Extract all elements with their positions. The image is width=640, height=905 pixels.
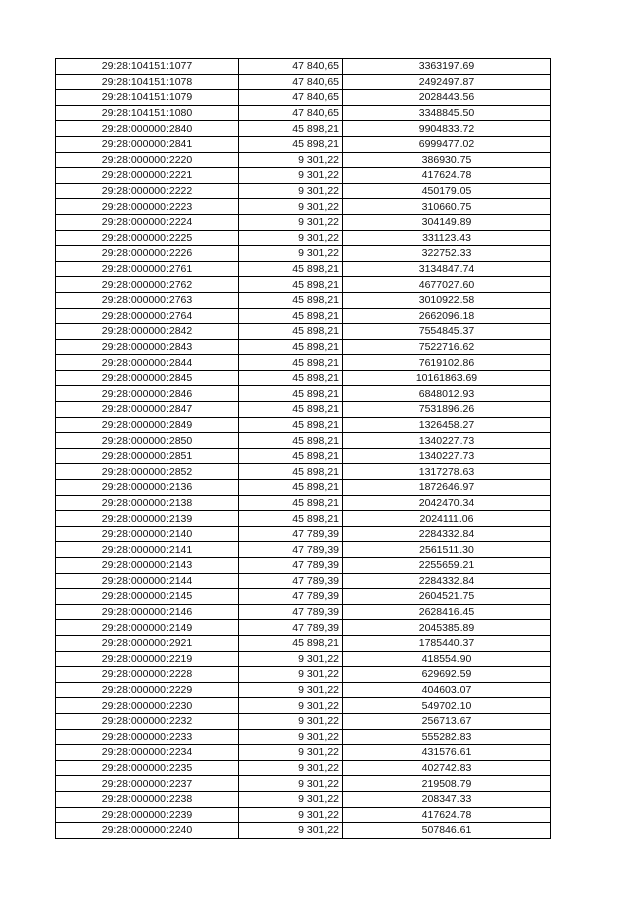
amount-cell: 450179.05 — [343, 183, 551, 199]
value-cell: 45 898,21 — [239, 417, 343, 433]
value-cell: 9 301,22 — [239, 199, 343, 215]
amount-cell: 2024111.06 — [343, 511, 551, 527]
amount-cell: 2662096.18 — [343, 308, 551, 324]
value-cell: 45 898,21 — [239, 355, 343, 371]
amount-cell: 549702.10 — [343, 698, 551, 714]
value-cell: 9 301,22 — [239, 823, 343, 839]
amount-cell: 3348845.50 — [343, 105, 551, 121]
value-cell: 45 898,21 — [239, 277, 343, 293]
table-row — [56, 448, 551, 464]
table-row — [56, 370, 551, 386]
value-cell: 45 898,21 — [239, 136, 343, 152]
value-cell: 9 301,22 — [239, 168, 343, 184]
cadastral-number-cell: 29:28:000000:2141 — [56, 542, 239, 558]
table-row — [56, 386, 551, 402]
amount-cell: 417624.78 — [343, 807, 551, 823]
amount-cell: 2045385.89 — [343, 620, 551, 636]
cadastral-number-cell: 29:28:000000:2136 — [56, 480, 239, 496]
cadastral-number-cell: 29:28:000000:2240 — [56, 823, 239, 839]
cadastral-number-cell: 29:28:000000:2224 — [56, 214, 239, 230]
value-cell: 47 789,39 — [239, 526, 343, 542]
table-row — [56, 823, 551, 839]
value-cell: 47 789,39 — [239, 589, 343, 605]
value-cell: 9 301,22 — [239, 667, 343, 683]
value-cell: 47 789,39 — [239, 542, 343, 558]
table-row — [56, 433, 551, 449]
amount-cell: 304149.89 — [343, 214, 551, 230]
cadastral-number-cell: 29:28:000000:2845 — [56, 370, 239, 386]
amount-cell: 6848012.93 — [343, 386, 551, 402]
amount-cell: 1317278.63 — [343, 464, 551, 480]
table-row — [56, 74, 551, 90]
amount-cell: 2284332.84 — [343, 573, 551, 589]
amount-cell: 1340227.73 — [343, 448, 551, 464]
amount-cell: 1326458.27 — [343, 417, 551, 433]
cadastral-number-cell: 29:28:000000:2921 — [56, 635, 239, 651]
cadastral-number-cell: 29:28:000000:2219 — [56, 651, 239, 667]
table-row — [56, 183, 551, 199]
cadastral-number-cell: 29:28:000000:2842 — [56, 324, 239, 340]
table-row — [56, 480, 551, 496]
value-cell: 45 898,21 — [239, 308, 343, 324]
amount-cell: 418554.90 — [343, 651, 551, 667]
amount-cell: 507846.61 — [343, 823, 551, 839]
value-cell: 45 898,21 — [239, 448, 343, 464]
cadastral-number-cell: 29:28:000000:2846 — [56, 386, 239, 402]
value-cell: 45 898,21 — [239, 386, 343, 402]
value-cell: 45 898,21 — [239, 339, 343, 355]
value-cell: 47 789,39 — [239, 620, 343, 636]
cadastral-number-cell: 29:28:000000:2226 — [56, 246, 239, 262]
table-row — [56, 214, 551, 230]
value-cell: 9 301,22 — [239, 791, 343, 807]
cadastral-number-cell: 29:28:000000:2235 — [56, 760, 239, 776]
value-cell: 45 898,21 — [239, 261, 343, 277]
cadastral-number-cell: 29:28:000000:2763 — [56, 292, 239, 308]
amount-cell: 2561511.30 — [343, 542, 551, 558]
amount-cell: 219508.79 — [343, 776, 551, 792]
value-cell: 9 301,22 — [239, 760, 343, 776]
table-row — [56, 355, 551, 371]
amount-cell: 7531896.26 — [343, 402, 551, 418]
table-row — [56, 511, 551, 527]
table-row — [56, 136, 551, 152]
value-cell: 9 301,22 — [239, 713, 343, 729]
table-row — [56, 121, 551, 137]
table-row — [56, 152, 551, 168]
amount-cell: 3010922.58 — [343, 292, 551, 308]
cadastral-number-cell: 29:28:000000:2225 — [56, 230, 239, 246]
value-cell: 47 840,65 — [239, 90, 343, 106]
table-row — [56, 791, 551, 807]
value-cell: 47 789,39 — [239, 573, 343, 589]
amount-cell: 2492497.87 — [343, 74, 551, 90]
cadastral-number-cell: 29:28:000000:2146 — [56, 604, 239, 620]
cadastral-number-cell: 29:28:000000:2844 — [56, 355, 239, 371]
cadastral-number-cell: 29:28:000000:2233 — [56, 729, 239, 745]
amount-cell: 331123.43 — [343, 230, 551, 246]
cadastral-number-cell: 29:28:000000:2762 — [56, 277, 239, 293]
amount-cell: 7522716.62 — [343, 339, 551, 355]
cadastral-number-cell: 29:28:000000:2764 — [56, 308, 239, 324]
table-row — [56, 246, 551, 262]
value-cell: 45 898,21 — [239, 480, 343, 496]
value-cell: 9 301,22 — [239, 214, 343, 230]
amount-cell: 9904833.72 — [343, 121, 551, 137]
amount-cell: 256713.67 — [343, 713, 551, 729]
table-row — [56, 526, 551, 542]
table-row — [56, 417, 551, 433]
table-row — [56, 90, 551, 106]
amount-cell: 4677027.60 — [343, 277, 551, 293]
table-row — [56, 682, 551, 698]
table-row — [56, 105, 551, 121]
cadastral-number-cell: 29:28:000000:2144 — [56, 573, 239, 589]
amount-cell: 6999477.02 — [343, 136, 551, 152]
cadastral-number-cell: 29:28:000000:2851 — [56, 448, 239, 464]
amount-cell: 2604521.75 — [343, 589, 551, 605]
table-row — [56, 573, 551, 589]
value-cell: 45 898,21 — [239, 370, 343, 386]
amount-cell: 417624.78 — [343, 168, 551, 184]
cadastral-number-cell: 29:28:000000:2237 — [56, 776, 239, 792]
amount-cell: 2042470.34 — [343, 495, 551, 511]
value-cell: 45 898,21 — [239, 402, 343, 418]
cadastral-number-cell: 29:28:000000:2223 — [56, 199, 239, 215]
cadastral-number-cell: 29:28:000000:2139 — [56, 511, 239, 527]
amount-cell: 555282.83 — [343, 729, 551, 745]
amount-cell: 10161863.69 — [343, 370, 551, 386]
value-cell: 9 301,22 — [239, 776, 343, 792]
cadastral-number-cell: 29:28:000000:2847 — [56, 402, 239, 418]
amount-cell: 310660.75 — [343, 199, 551, 215]
value-cell: 45 898,21 — [239, 121, 343, 137]
table-row — [56, 635, 551, 651]
cadastral-number-cell: 29:28:000000:2239 — [56, 807, 239, 823]
table-row — [56, 168, 551, 184]
cadastral-number-cell: 29:28:000000:2234 — [56, 745, 239, 761]
value-cell: 9 301,22 — [239, 651, 343, 667]
value-cell: 45 898,21 — [239, 635, 343, 651]
value-cell: 45 898,21 — [239, 511, 343, 527]
cadastral-number-cell: 29:28:000000:2849 — [56, 417, 239, 433]
amount-cell: 1340227.73 — [343, 433, 551, 449]
table-row — [56, 667, 551, 683]
cadastral-number-cell: 29:28:000000:2221 — [56, 168, 239, 184]
table-row — [56, 698, 551, 714]
table-row — [56, 324, 551, 340]
cadastral-number-cell: 29:28:104151:1080 — [56, 105, 239, 121]
cadastral-number-cell: 29:28:104151:1077 — [56, 59, 239, 75]
value-cell: 9 301,22 — [239, 230, 343, 246]
table-row — [56, 729, 551, 745]
table-row — [56, 558, 551, 574]
table-row — [56, 604, 551, 620]
cadastral-value-table — [55, 58, 551, 839]
amount-cell: 322752.33 — [343, 246, 551, 262]
value-cell: 45 898,21 — [239, 433, 343, 449]
value-cell: 45 898,21 — [239, 292, 343, 308]
cadastral-number-cell: 29:28:000000:2149 — [56, 620, 239, 636]
cadastral-number-cell: 29:28:000000:2761 — [56, 261, 239, 277]
table-row — [56, 807, 551, 823]
table-row — [56, 620, 551, 636]
value-cell: 47 789,39 — [239, 604, 343, 620]
value-cell: 47 840,65 — [239, 105, 343, 121]
cadastral-number-cell: 29:28:000000:2230 — [56, 698, 239, 714]
amount-cell: 208347.33 — [343, 791, 551, 807]
cadastral-number-cell: 29:28:000000:2143 — [56, 558, 239, 574]
cadastral-number-cell: 29:28:000000:2222 — [56, 183, 239, 199]
amount-cell: 7619102.86 — [343, 355, 551, 371]
table-row — [56, 339, 551, 355]
table-body — [56, 59, 551, 839]
amount-cell: 2255659.21 — [343, 558, 551, 574]
amount-cell: 7554845.37 — [343, 324, 551, 340]
amount-cell: 3134847.74 — [343, 261, 551, 277]
cadastral-number-cell: 29:28:000000:2841 — [56, 136, 239, 152]
cadastral-number-cell: 29:28:000000:2840 — [56, 121, 239, 137]
cadastral-number-cell: 29:28:104151:1079 — [56, 90, 239, 106]
value-cell: 9 301,22 — [239, 682, 343, 698]
table-row — [56, 589, 551, 605]
cadastral-number-cell: 29:28:000000:2145 — [56, 589, 239, 605]
amount-cell: 629692.59 — [343, 667, 551, 683]
value-cell: 9 301,22 — [239, 698, 343, 714]
table-row — [56, 495, 551, 511]
cadastral-number-cell: 29:28:000000:2140 — [56, 526, 239, 542]
table-row — [56, 402, 551, 418]
cadastral-number-cell: 29:28:000000:2852 — [56, 464, 239, 480]
value-cell: 45 898,21 — [239, 324, 343, 340]
value-cell: 47 789,39 — [239, 558, 343, 574]
value-cell: 9 301,22 — [239, 729, 343, 745]
cadastral-number-cell: 29:28:000000:2138 — [56, 495, 239, 511]
value-cell: 45 898,21 — [239, 495, 343, 511]
table-row — [56, 760, 551, 776]
table-row — [56, 745, 551, 761]
amount-cell: 386930.75 — [343, 152, 551, 168]
table-row — [56, 651, 551, 667]
amount-cell: 3363197.69 — [343, 59, 551, 75]
table-row — [56, 230, 551, 246]
amount-cell: 2628416.45 — [343, 604, 551, 620]
amount-cell: 1872646.97 — [343, 480, 551, 496]
amount-cell: 2284332.84 — [343, 526, 551, 542]
amount-cell: 1785440.37 — [343, 635, 551, 651]
cadastral-number-cell: 29:28:000000:2850 — [56, 433, 239, 449]
value-cell: 47 840,65 — [239, 59, 343, 75]
value-cell: 9 301,22 — [239, 183, 343, 199]
cadastral-number-cell: 29:28:000000:2228 — [56, 667, 239, 683]
value-cell: 9 301,22 — [239, 745, 343, 761]
value-cell: 9 301,22 — [239, 807, 343, 823]
cadastral-number-cell: 29:28:000000:2238 — [56, 791, 239, 807]
cadastral-number-cell: 29:28:000000:2220 — [56, 152, 239, 168]
value-cell: 9 301,22 — [239, 152, 343, 168]
cadastral-number-cell: 29:28:000000:2232 — [56, 713, 239, 729]
table-row — [56, 277, 551, 293]
cadastral-number-cell: 29:28:000000:2229 — [56, 682, 239, 698]
amount-cell: 431576.61 — [343, 745, 551, 761]
cadastral-number-cell: 29:28:104151:1078 — [56, 74, 239, 90]
table-row — [56, 308, 551, 324]
table-row — [56, 464, 551, 480]
table-row — [56, 59, 551, 75]
amount-cell: 404603.07 — [343, 682, 551, 698]
table-row — [56, 776, 551, 792]
value-cell: 45 898,21 — [239, 464, 343, 480]
cadastral-number-cell: 29:28:000000:2843 — [56, 339, 239, 355]
value-cell: 9 301,22 — [239, 246, 343, 262]
value-cell: 47 840,65 — [239, 74, 343, 90]
table-row — [56, 292, 551, 308]
table-row — [56, 261, 551, 277]
table-row — [56, 199, 551, 215]
amount-cell: 2028443.56 — [343, 90, 551, 106]
table-row — [56, 713, 551, 729]
amount-cell: 402742.83 — [343, 760, 551, 776]
table-row — [56, 542, 551, 558]
